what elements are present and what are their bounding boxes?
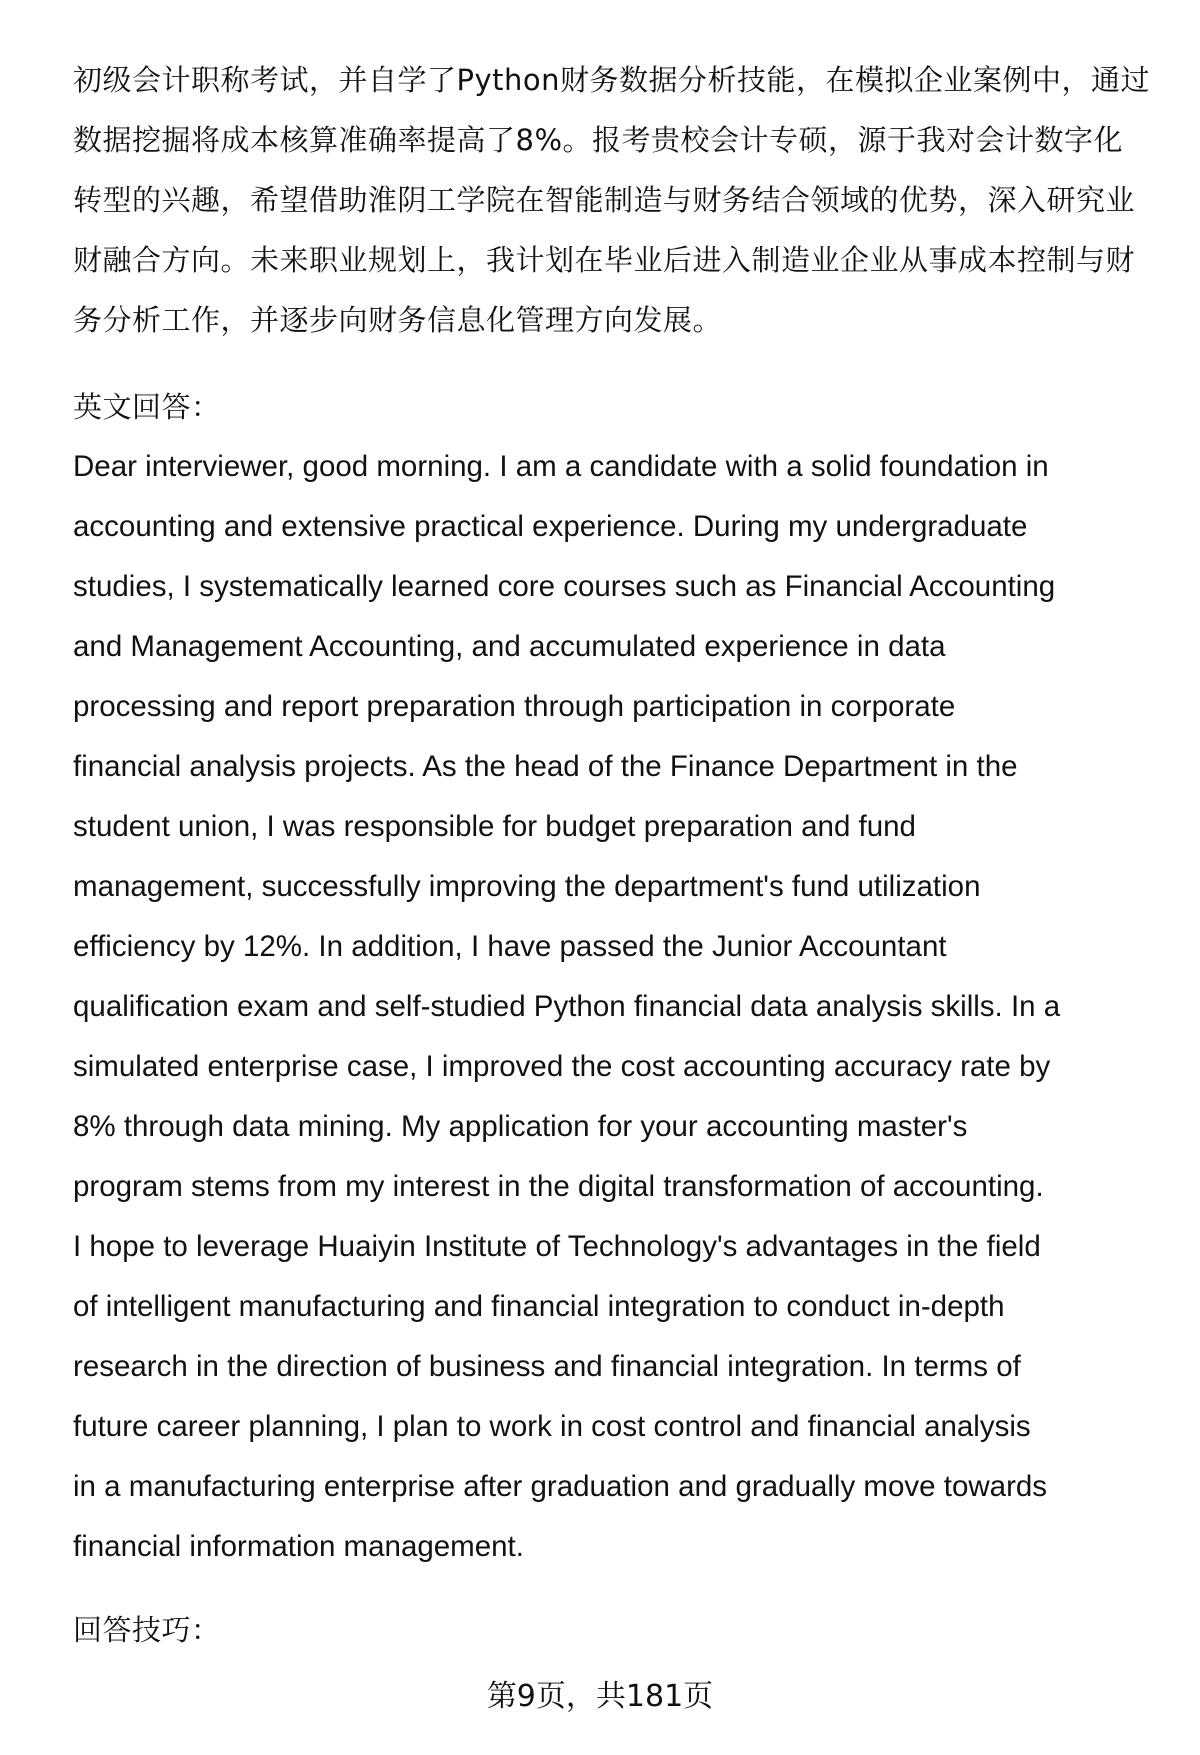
- text-line: 数据挖掘将成本核算准确率提高了8%。报考贵校会计专硕，源于我对会计数字化: [73, 123, 1124, 157]
- text-line: Dear interviewer, good morning. I am a candidate with a solid foundation in: [73, 450, 1049, 483]
- text-line: efficiency by 12%. In addition, I have passed the Junior Accountant: [73, 930, 947, 963]
- page-number: 第9页，共181页: [486, 1679, 714, 1714]
- text-line: 8% through data mining. My application for your accounting master's: [73, 1110, 968, 1143]
- text-line: studies, I systematically learned core courses such as Financial Accounting: [73, 570, 1056, 603]
- text-line: 务分析工作，并逐步向财务信息化管理方向发展。: [73, 303, 723, 337]
- text-line: of intelligent manufacturing and financial integration to conduct in-depth: [73, 1290, 1005, 1323]
- text-line: management, successfully improving the department's fund utilization: [73, 870, 981, 903]
- text-line: qualification exam and self-studied Python financial data analysis skills. In a: [73, 990, 1061, 1023]
- text-line: research in the direction of business and financial integration. In terms of: [73, 1350, 1021, 1383]
- text-line: processing and report preparation through participation in corporate: [73, 690, 956, 723]
- english-answer-heading: 英文回答：: [73, 390, 221, 424]
- tips-heading: 回答技巧：: [73, 1613, 221, 1647]
- text-line: student union, I was responsible for budget preparation and fund: [73, 810, 916, 843]
- text-line: in a manufacturing enterprise after graduation and gradually move towards: [73, 1470, 1048, 1503]
- text-line: program stems from my interest in the digital transformation of accounting.: [73, 1170, 1044, 1203]
- text-line: and Management Accounting, and accumulated experience in data: [73, 630, 946, 663]
- text-line: financial information management.: [73, 1530, 524, 1563]
- text-line: financial analysis projects. As the head of the Finance Department in the: [73, 750, 1018, 783]
- text-line: 转型的兴趣，希望借助淮阴工学院在智能制造与财务结合领域的优势，深入研究业: [73, 183, 1136, 217]
- text-line: I hope to leverage Huaiyin Institute of Technology's advantages in the field: [73, 1230, 1041, 1263]
- text-line: future career planning, I plan to work in cost control and financial analysis: [73, 1410, 1031, 1443]
- text-line: 财融合方向。未来职业规划上，我计划在毕业后进入制造业企业从事成本控制与财: [73, 243, 1136, 277]
- text-line: 初级会计职称考试，并自学了Python财务数据分析技能，在模拟企业案例中，通过: [73, 63, 1151, 97]
- text-line: simulated enterprise case, I improved the cost accounting accuracy rate by: [73, 1050, 1051, 1083]
- text-line: accounting and extensive practical experience. During my undergraduate: [73, 510, 1028, 543]
